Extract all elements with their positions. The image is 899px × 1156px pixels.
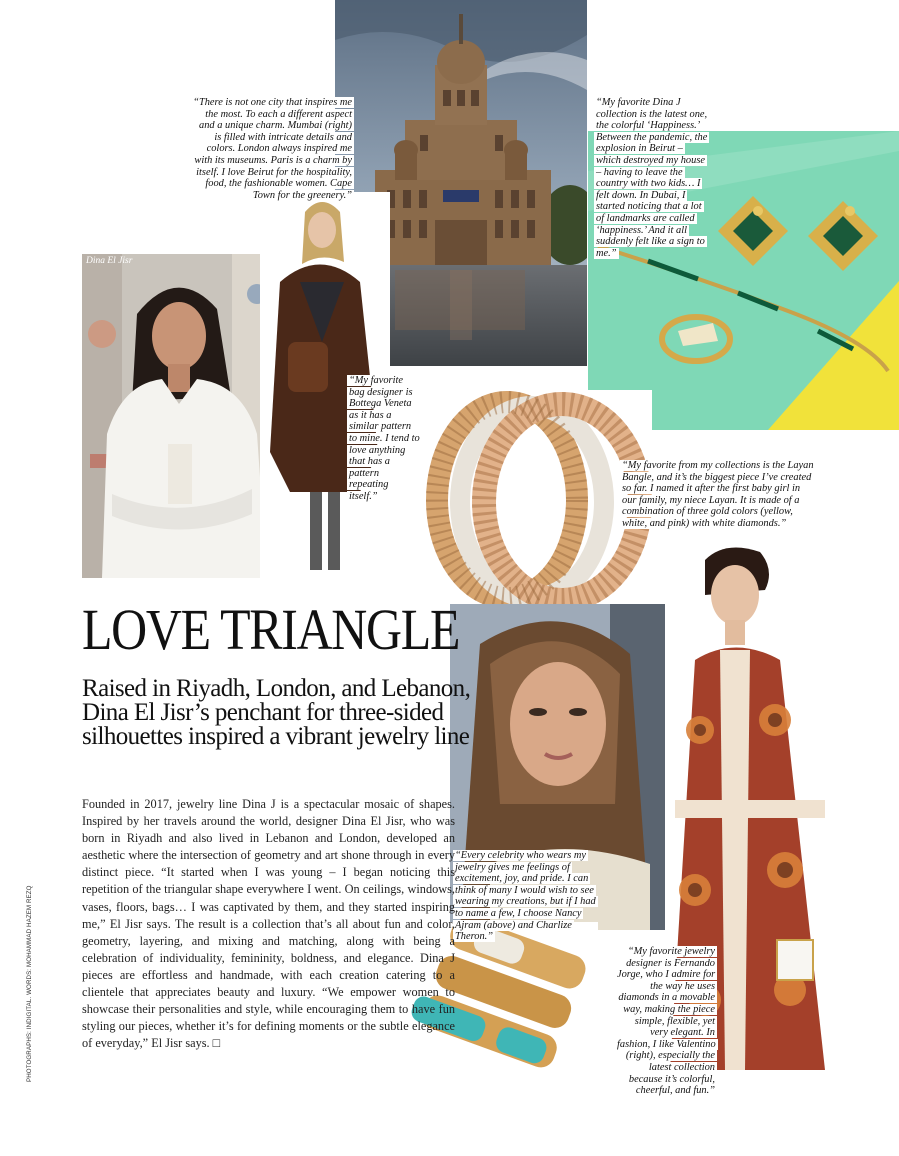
bangle-quote-text: “My favorite from my collections is the Layan Bangle, and it’s the biggest piece I’ve created so far. I named it after the first baby girl in our family, my niece Layan. It is made of a combination of three gold colors (yellow, white, and pink) with white diamonds.” [622, 460, 814, 529]
city-quote [190, 97, 354, 201]
bag-designer-quote-text: “My favorite bag designer is Bottega Veneta as it has a similar pattern to mine. I tend to love anything that has a pattern repeating itself.” [349, 375, 420, 502]
celebrity-quote [453, 850, 601, 943]
article-subheadline: Raised in Riyadh, London, and Lebanon, Dina El Jisr’s penchant for three-sided silhouettes inspired a vibrant jewelry line [82, 675, 471, 750]
article-body: Founded in 2017, jewelry line Dina J is a spectacular mosaic of shapes. Inspired by her travels around the world, designer Dina El Jisr, who was born in Riyadh and also lived in Lebanon and London, developed an aesthetic where the intersection of geometry and art shone through in every distinct piece. “It started when I was young – I began noticing this repetition of the triangular shape everywhere I went. On ceilings, windows, vases, floors, bags… I was captivated by them, and they started inspiring me,” El Jisr says. The result is a collection that’s all about fun and color, geometry, layering, and mixing and matching, along with being a celebration of individuality, femininity, boldness, and elegance. Dina J pieces are effortless and handmade, with each creation catering to a clientele that appreciates beauty and luxury. “We empower women to showcase their personalities and style, while encouraging them to have fun styling our pieces, whether it’s for defining moments or the subtle elegance of everyday,” El Jisr says. □ [82, 797, 455, 1051]
bangle-quote [620, 460, 814, 530]
photo-credit: PHOTOGRAPHS: INDIGITAL. WORDS: MOHAMMAD HAZEM REZQ [26, 885, 33, 1082]
happiness-quote-text: “My favorite Dina J collection is the latest one, the colorful ‘Happiness.’ Between the pandemic, the explosion in Beirut – which destroyed my house – having to leave the country with two kids… I felt down. In Dubai, I started noticing that a lot of landmarks are called ‘happiness.’ And it all suddenly felt like a sign to me.” [596, 97, 708, 259]
happiness-quote [594, 97, 710, 259]
jewelry-designer-quote [615, 946, 717, 1097]
dina-el-jisr-caption: Dina El Jisr [86, 256, 133, 266]
jewelry-designer-quote-text: “My favorite jewelry designer is Fernando Jorge, who I admire for the way he uses diamonds in a movable way, making the piece simple, flexible, yet very elegant. In fashion, I like Valentino (right), especially the latest collection because it’s colorful, cheerful, and fun.” [617, 946, 716, 1097]
bag-designer-quote [347, 375, 421, 503]
article-headline: LOVE TRIANGLE [82, 597, 460, 662]
celebrity-quote-text: “Every celebrity who wears my jewelry gives me feelings of excitement, joy, and pride. I can think of many I would wish to see wearing my creations, but if I had to name a few, I choose Nancy Ajram (above) and Charlize Theron.” [455, 850, 596, 943]
layan-bangle-photo [412, 390, 652, 608]
city-quote-text: “There is not one city that inspires me the most. To each a different aspect and a unique charm. Mumbai (right) is filled with intricate details and colors. London always inspired me with its museums. Paris is a charm by itself. I love Beirut for the hospitality, food, the fashionable women. Cape Town for the greenery.” [193, 97, 352, 201]
dina-el-jisr-portrait [82, 254, 282, 578]
